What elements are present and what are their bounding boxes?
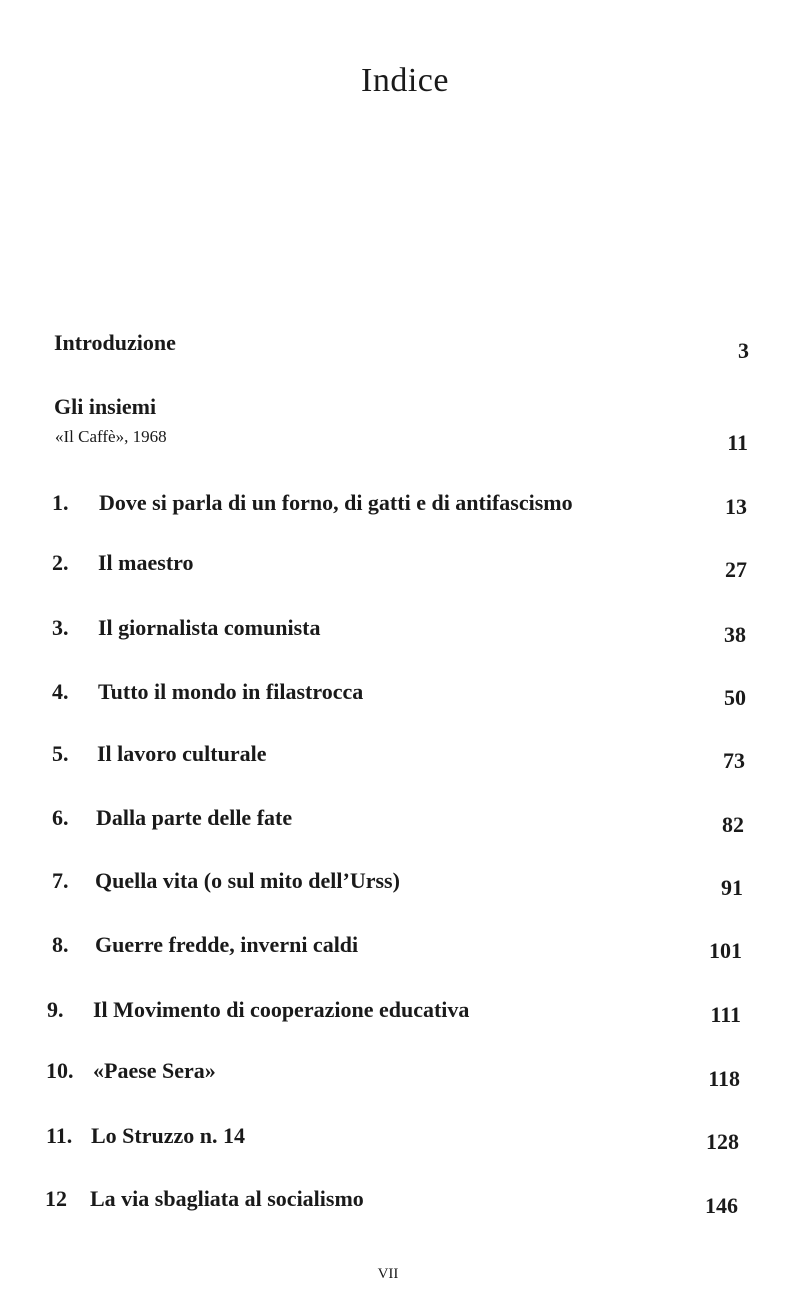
entry-page: 3 bbox=[738, 338, 749, 363]
entry-page: 82 bbox=[722, 812, 744, 837]
entry-number: 6. bbox=[52, 805, 69, 830]
entry-title: Quella vita (o sul mito dell’Urss) bbox=[95, 868, 400, 893]
entry-number: 4. bbox=[52, 679, 69, 704]
entry-page: 146 bbox=[705, 1193, 738, 1218]
entry-title: La via sbagliata al socialismo bbox=[90, 1186, 364, 1211]
entry-title: Dove si parla di un forno, di gatti e di antifascismo bbox=[99, 490, 573, 515]
page-title: Indice bbox=[361, 62, 449, 99]
entry-page: 13 bbox=[725, 494, 747, 519]
entry-title: «Paese Sera» bbox=[93, 1058, 216, 1083]
entry-number: 2. bbox=[52, 550, 69, 575]
entry-number: 10. bbox=[46, 1058, 74, 1083]
entry-number: 1. bbox=[52, 490, 69, 515]
entry-number: 12 bbox=[45, 1186, 67, 1211]
entry-title: Il lavoro culturale bbox=[97, 741, 267, 766]
entry-number: 3. bbox=[52, 615, 69, 640]
entry-title: Il giornalista comunista bbox=[98, 615, 321, 640]
entry-page: 50 bbox=[724, 685, 746, 710]
entry-page: 128 bbox=[706, 1129, 739, 1154]
entry-page: 111 bbox=[710, 1002, 741, 1027]
entry-number: 7. bbox=[52, 868, 69, 893]
entry-title: Dalla parte delle fate bbox=[96, 805, 293, 830]
entry-subtitle: «Il Caffè», 1968 bbox=[55, 427, 167, 446]
entry-page: 11 bbox=[727, 430, 748, 455]
entry-title: Introduzione bbox=[54, 330, 176, 355]
entry-number: 11. bbox=[46, 1123, 73, 1148]
entry-page: 73 bbox=[723, 748, 745, 773]
entry-number: 8. bbox=[52, 932, 69, 957]
entry-number: 5. bbox=[52, 741, 69, 766]
entry-title: Tutto il mondo in filastrocca bbox=[98, 679, 364, 704]
entry-number: 9. bbox=[47, 997, 64, 1022]
entry-title: Guerre fredde, inverni caldi bbox=[95, 932, 359, 957]
entry-title: Gli insiemi bbox=[54, 394, 157, 419]
entry-page: 27 bbox=[725, 557, 747, 582]
entry-page: 91 bbox=[721, 875, 743, 900]
entry-page: 101 bbox=[709, 938, 742, 963]
entry-title: Il maestro bbox=[98, 550, 194, 575]
page-folio: VII bbox=[377, 1266, 399, 1282]
entry-title: Lo Struzzo n. 14 bbox=[91, 1123, 245, 1148]
entry-page: 118 bbox=[708, 1066, 740, 1091]
entry-page: 38 bbox=[724, 622, 746, 647]
entry-title: Il Movimento di cooperazione educativa bbox=[93, 997, 470, 1022]
